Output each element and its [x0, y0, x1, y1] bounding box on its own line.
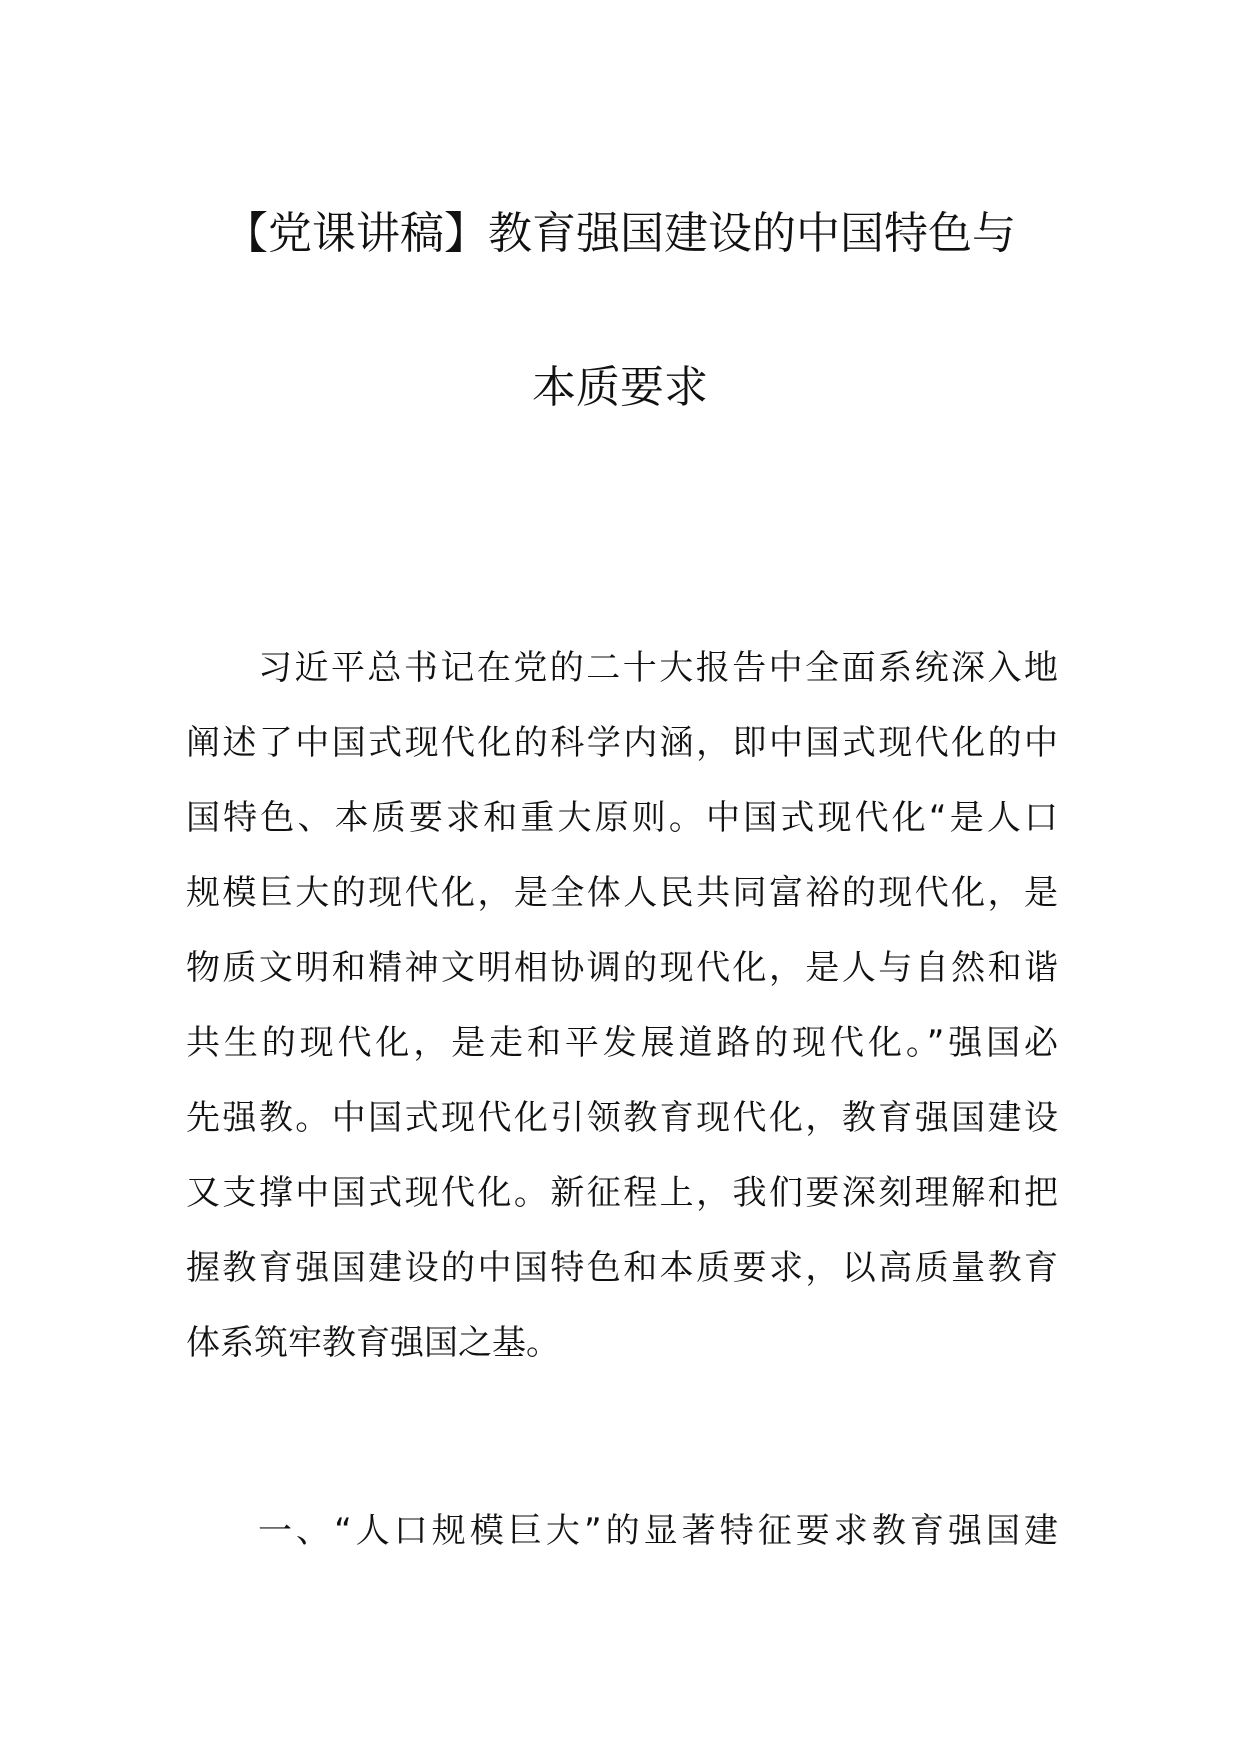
paragraph-line: 握教育强国建设的中国特色和本质要求，以高质量教育 [186, 1248, 1058, 1288]
document-title-line-2: 本质要求 [532, 362, 708, 413]
paragraph-line: 阐述了中国式现代化的科学内涵，即中国式现代化的中 [186, 723, 1058, 763]
paragraph-line: 共生的现代化，是走和平发展道路的现代化。”强国必 [186, 1023, 1058, 1063]
paragraph-line: 国特色、本质要求和重大原则。中国式现代化“是人口 [186, 798, 1058, 838]
paragraph-line: 规模巨大的现代化，是全体人民共同富裕的现代化，是 [186, 873, 1058, 913]
section-heading-one [186, 1494, 1058, 1569]
paragraph-line: 习近平总书记在党的二十大报告中全面系统深入地 [258, 648, 1058, 688]
section-heading-line: 一、“人口规模巨大”的显著特征要求教育强国建 [258, 1511, 1058, 1551]
paragraph-line: 物质文明和精神文明相协调的现代化，是人与自然和谐 [186, 948, 1058, 988]
intro-paragraph [186, 631, 1058, 1381]
paragraph-line: 先强教。中国式现代化引领教育现代化，教育强国建设 [186, 1098, 1058, 1138]
document-title-line-1: 【党课讲稿】教育强国建设的中国特色与 [224, 208, 1016, 259]
paragraph-line: 又支撑中国式现代化。新征程上，我们要深刻理解和把 [186, 1173, 1058, 1213]
paragraph-line: 体系筑牢教育强国之基。 [186, 1323, 560, 1363]
